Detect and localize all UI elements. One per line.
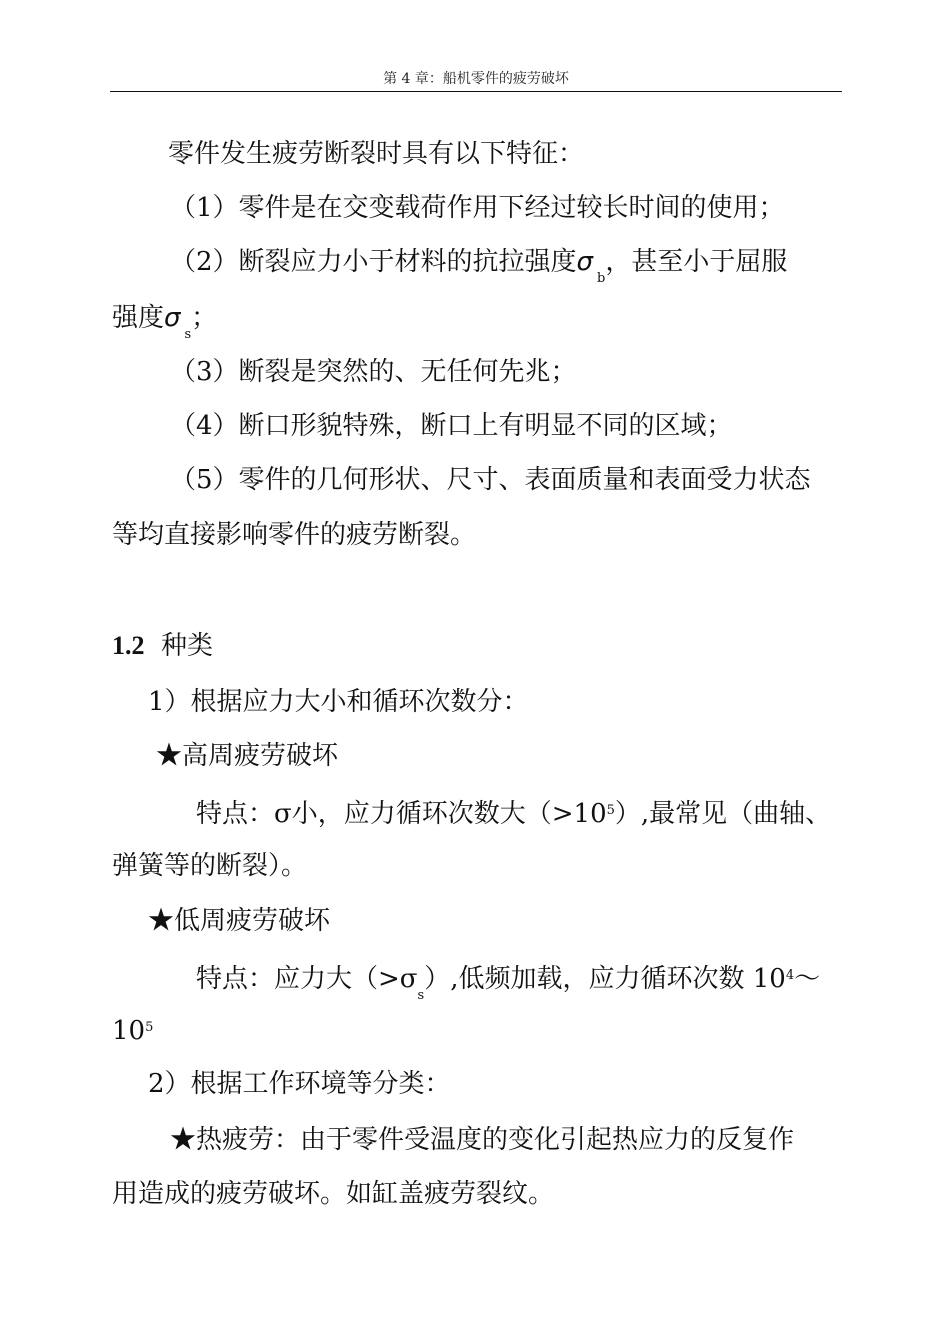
feature-item-5-line1: （5）零件的几何形状、尺寸、表面质量和表面受力状态 — [170, 465, 811, 495]
low-cycle-fatigue-title: ★低周疲劳破坏 — [148, 906, 331, 936]
feature-item-3: （3）断裂是突然的、无任何先兆； — [170, 357, 577, 387]
high-cycle-feature-line2: 弹簧等的断裂）。 — [112, 851, 308, 881]
feature-item-4: （4）断口形貌特殊，断口上有明显不同的区域； — [170, 411, 733, 441]
sigma-symbol: σ — [576, 247, 594, 277]
features-intro: 零件发生疲劳断裂时具有以下特征： — [168, 139, 585, 169]
feature-item-1: （1）零件是在交变载荷作用下经过较长时间的使用； — [170, 193, 785, 223]
subscript-b: b — [597, 271, 606, 286]
section-title: 种类 — [161, 631, 214, 661]
thermal-fatigue-line2: 用造成的疲劳破坏。如缸盖疲劳裂纹。 — [112, 1179, 555, 1209]
classification-1: 1）根据应力大小和循环次数分： — [148, 687, 529, 717]
feature-item-5-line2: 等均直接影响零件的疲劳断裂。 — [112, 520, 477, 550]
thermal-fatigue-line1: ★热疲劳：由于零件受温度的变化引起热应力的反复作 — [170, 1125, 795, 1155]
section-number: 1.2 — [112, 631, 145, 660]
sigma-symbol: σ — [164, 303, 181, 333]
subscript-s: s — [184, 327, 192, 342]
running-header: 第 4 章：船机零件的疲劳破坏 — [383, 71, 569, 87]
low-cycle-feature-line1: 特点：应力大$(>\sigma_s)$,低频加载，应力循环次数 $10^4\sim$ — [196, 964, 821, 1003]
feature-item-2-line2: 强度$\sigma_s$； — [112, 303, 218, 342]
low-cycle-feature-line2: $10^5$ — [112, 1016, 154, 1046]
section-heading — [112, 630, 213, 662]
high-cycle-fatigue-title: ★高周疲劳破坏 — [156, 741, 339, 771]
high-cycle-feature-line1: 特点：σ小，应力循环次数大$(>10^5)$,最常见（曲轴、 — [196, 799, 832, 829]
feature-item-2-line1: （2）断裂应力小于材料的抗拉强度$\sigma_b$，甚至小于屈服 — [170, 247, 788, 286]
classification-2: 2）根据工作环境等分类： — [148, 1069, 451, 1099]
header-rule — [110, 91, 842, 92]
